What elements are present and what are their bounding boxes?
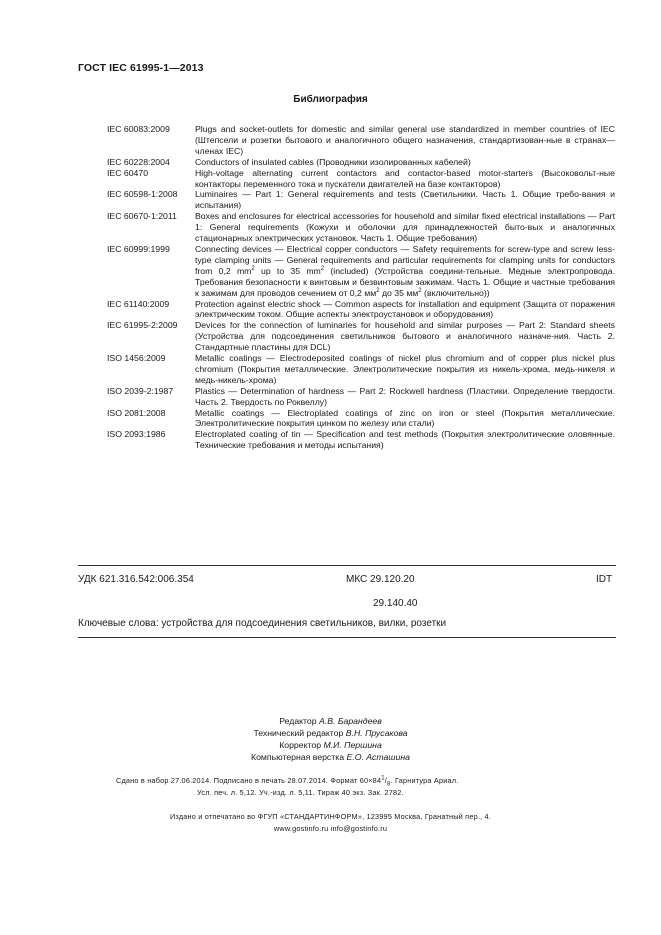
credit-line (0, 752, 661, 762)
bibliography-entry (107, 211, 615, 244)
bibliography-entry (107, 157, 615, 168)
bibliography-entry (107, 386, 615, 408)
bibliography-entry (107, 429, 615, 451)
entry-code: IEC 61995-2:2009 (107, 320, 178, 331)
entry-text-part: up to 35 mm (254, 265, 321, 276)
entry-text-part: до 35 мм (379, 287, 419, 298)
credit-person: В.Н. Прусакова (345, 728, 408, 738)
credit-person: Е.О. Асташина (346, 752, 410, 762)
entry-text (195, 244, 615, 299)
credit-role: Редактор (279, 716, 317, 726)
imprint-text: Сдано в набор 27.06.2014. Подписано в печать 28.07.2014. Формат 60×84 (116, 776, 382, 785)
entry-text: High-voltage alternating current contactors and contactor-based motor-starters (Высоковольт-ные контакторы переменного тока и пускатели двигателей на базе контакторов) (195, 167, 615, 189)
bibliography-entry (107, 189, 615, 211)
credit-role: Технический редактор (253, 728, 344, 738)
entry-text-part: Connecting devices — Electrical copper conductors — Safety requirements for screw-type and screw less-type clamping units — General requirements and particular requirements for clamping units for conductors from 0,2 mm (195, 243, 615, 276)
imprint-line-2: Усл. печ. л. 5,12. Уч.-изд. л. 5,11. Тираж 40 экз. Зак. 2782. (197, 788, 404, 797)
mks-code-secondary: 29.140.40 (373, 598, 418, 609)
entry-code: ISO 1456:2009 (107, 353, 166, 364)
entry-text: Luminaires — Part 1: General requirements and tests (Светильники. Часть 1. Общие требо-вания и испытания) (195, 189, 615, 211)
credit-role: Компьютерная верстка (251, 752, 345, 762)
format-fraction-denominator: 8 (386, 781, 391, 788)
bibliography-entry (107, 408, 615, 430)
imprint-text: . Гарнитура Ариал. (390, 776, 459, 785)
publisher-line: Издано и отпечатано во ФГУП «СТАНДАРТИНФОРМ», 123995 Москва, Гранатный пер., 4. (169, 812, 492, 821)
format-fraction-numerator: 1 (381, 775, 385, 782)
entry-text: Metallic coatings — Electroplated coatings of zinc on iron or steel (Покрытия металлические. Электролитические покрытия цинком по железу или стали) (195, 407, 615, 429)
entry-text: Metallic coatings — Electrodeposited coatings of nickel plus chromium and of copper plus nickel plus chromium (Покрытия металлические. Электролитические покрытия из никель-хрома, медь-никеля и медь-никель-хрома) (195, 353, 615, 385)
entry-text: Devices for the connection of luminaries for household and similar purposes — Part 2: Standard sheets (Устройства для подсоединения светильников бытового и аналогичного назначе-ния. Часть 2. Стандартные пластины для DCL) (195, 320, 615, 353)
bottom-divider (78, 637, 616, 638)
mks-code: МКС 29.120.20 (346, 574, 415, 585)
entry-text: Electroplated coating of tin — Specification and test methods (Покрытия электролитические оловянные. Технические требования и методы испытания) (195, 429, 615, 451)
entry-text: Protection against electric shock — Common aspects for installation and equipment (Защита от поражения электрическим током. Общие аспекты электроустановок и оборудования) (195, 298, 615, 320)
bibliography-entry (107, 320, 615, 353)
credit-line (0, 716, 661, 726)
bibliography-list (107, 124, 615, 451)
entry-code: IEC 60470 (107, 167, 149, 178)
entry-code: ISO 2093:1986 (107, 429, 166, 440)
entry-text: Plastics — Determination of hardness — Part 2: Rockwell hardness (Пластики. Определение твердости. Часть 2. Твердость по Роквеллу) (195, 385, 615, 407)
imprint-line-1: Сдано в набор 27.06.2014. Подписано в печать 28.07.2014. Формат $60\times 84^1/_8$. Гарнитура Ариал. (116, 775, 459, 788)
entry-code: IEC 60999:1999 (107, 243, 170, 254)
entry-code: ISO 2081:2008 (107, 407, 166, 418)
credit-role: Корректор (279, 740, 322, 750)
publisher-contacts: www.gostinfo.ru info@gostinfo.ru (273, 824, 388, 833)
top-divider (78, 565, 616, 566)
bibliography-entry (107, 353, 615, 386)
entry-code: IEC 60228:2004 (107, 156, 170, 167)
entry-text: Plugs and socket-outlets for domestic and similar general use standardized in member countries of IEC (Штепсели и розетки бытового и аналогичного общего назначения, стандартизован-ные в странах—членах IEC) (195, 124, 615, 156)
entry-text-part: (включительно)) (421, 287, 490, 298)
bibliography-entry (107, 168, 615, 190)
credit-person: А.В. Барандеев (319, 716, 382, 726)
entry-code: IEC 60598-1:2008 (107, 189, 178, 200)
credit-line (0, 728, 661, 738)
credit-line (0, 740, 661, 750)
superscript: 2 (376, 287, 380, 294)
entry-code: ISO 2039-2:1987 (107, 385, 174, 396)
entry-code: IEC 60083:2009 (107, 124, 170, 134)
udk-code: УДК 621.316.542:006.354 (78, 574, 194, 585)
superscript: 2 (320, 265, 325, 272)
entry-text-part: (included) (Устройства соедини-тельные. Медные электропровода. Требования безопасности к винтовым и безвинтовым зажимам. Часть 1. Общие и частные требования к зажимам для проводов сечением от 0,2 мм (195, 265, 615, 298)
entry-code: IEC 60670-1:2011 (107, 211, 177, 222)
bibliography-entry (107, 299, 615, 321)
bibliography-entry (107, 244, 615, 299)
entry-code: IEC 61140:2009 (107, 298, 170, 309)
idt-label: IDT (596, 574, 613, 585)
keywords: Ключевые слова: устройства для подсоединения светильников, вилки, розетки (78, 618, 447, 629)
entry-text: Conductors of insulated cables (Проводники изолированных кабелей) (195, 156, 471, 167)
entry-text: Boxes and enclosures for electrical accessories for household and similar fixed electrical installations — Part 1: General requirements (Кожухи и оболочки для принадлежностей быто-вых и аналогичных стационарных электрических установок. Часть 1. Общие требования) (195, 211, 615, 244)
credit-person: М.И. Першина (323, 740, 382, 750)
superscript: 2 (418, 287, 422, 294)
superscript: 2 (251, 265, 255, 272)
bibliography-title: Библиография (293, 94, 368, 105)
document-header: ГОСТ IEC 61995-1—2013 (78, 62, 204, 74)
bibliography-entry (107, 124, 615, 157)
